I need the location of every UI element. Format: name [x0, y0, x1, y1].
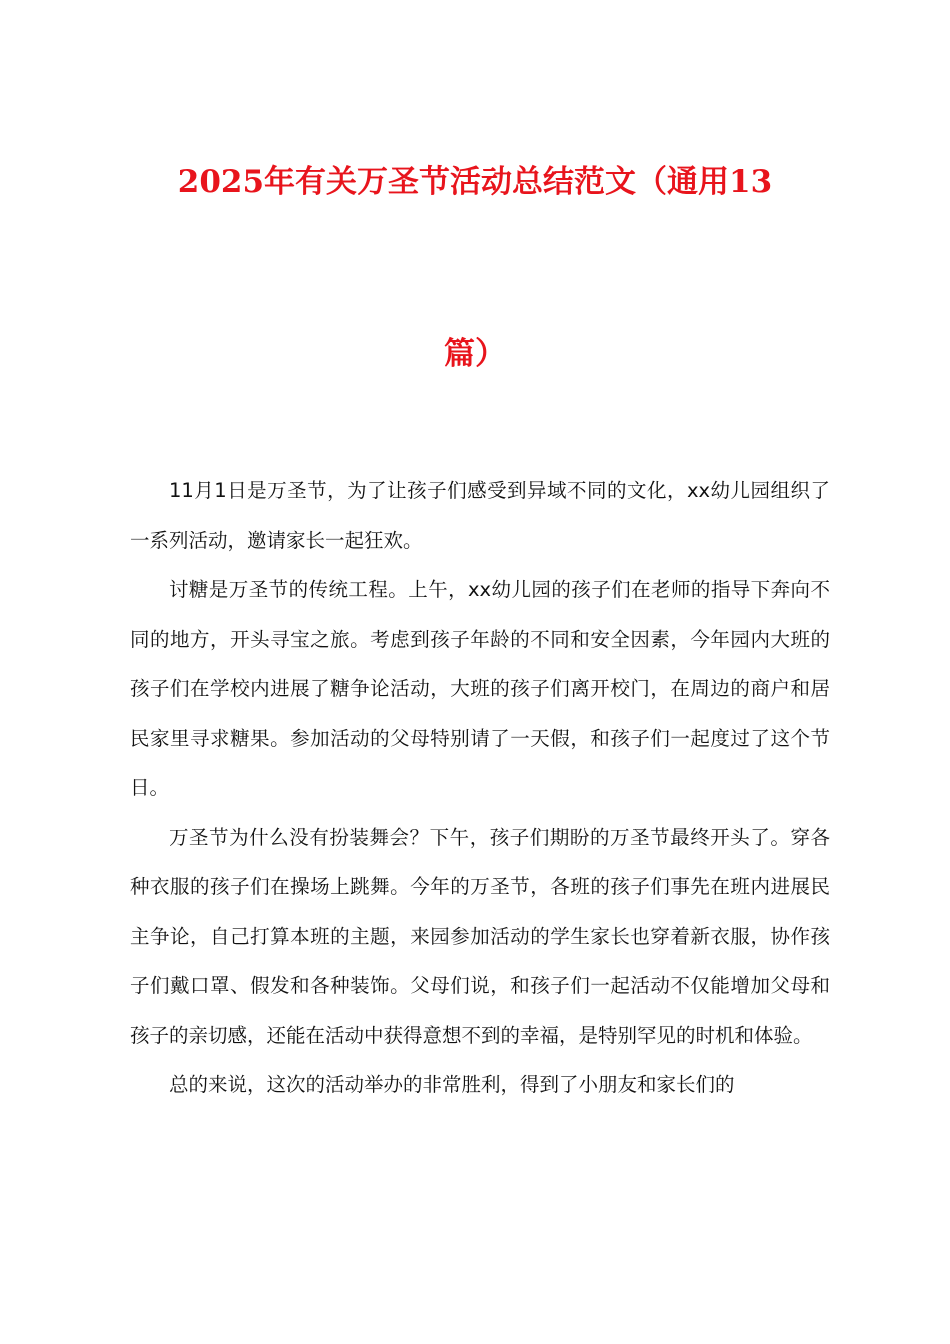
paragraph-2: 讨糖是万圣节的传统工程。上午，xx幼儿园的孩子们在老师的指导下奔向不同的地方，开头寻宝之旅。考虑到孩子年龄的不同和安全因素，今年园内大班的孩子们在学校内进展了糖争论活动，大班的孩子们离开校门，在周边的商户和居民家里寻求糖果。参加活动的父母特别请了一天假，和孩子们一起度过了这个节日。	[130, 578, 830, 799]
paragraph-4: 总的来说，这次的活动举办的非常胜利，得到了小朋友和家长们的	[169, 1073, 735, 1096]
document-title-line-2: 篇）	[444, 336, 506, 372]
document-body	[130, 466, 830, 1110]
paragraph-3: 万圣节为什么没有扮装舞会？下午，孩子们期盼的万圣节最终开头了。穿各种衣服的孩子们在操场上跳舞。今年的万圣节，各班的孩子们事先在班内进展民主争论，自己打算本班的主题，来园参加活动的学生家长也穿着新衣服，协作孩子们戴口罩、假发和各种装饰。父母们说，和孩子们一起活动不仅能增加父母和孩子的亲切感，还能在活动中获得意想不到的幸福，是特别罕见的时机和体验。	[130, 825, 830, 1047]
paragraph-1: 11月1日是万圣节，为了让孩子们感受到异域不同的文化，xx幼儿园组织了一系列活动，邀请家长一起狂欢。	[130, 479, 830, 552]
document-title-line-1: 2025年有关万圣节活动总结范文（通用13	[177, 164, 773, 200]
